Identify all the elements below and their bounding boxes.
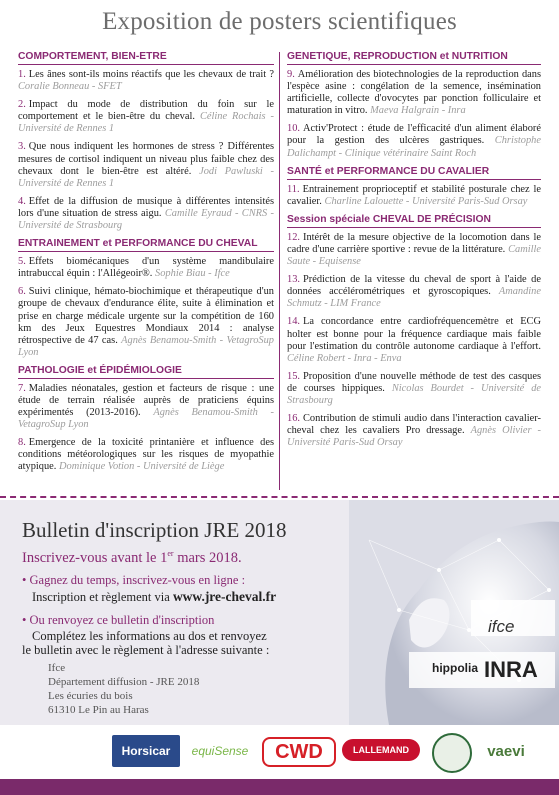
poster-title: La concordance entre cardiofréquencemètre et ECG holter est bonne pour la fréquence cardiaque mais faible pour l'estimation du contrôle autonome cardiaque à l'effort.: [287, 316, 541, 352]
left-column: [18, 48, 274, 480]
mail-heading: • Ou renvoyez ce bulletin d'inscription: [22, 613, 215, 627]
poster-authors: Camille Saute - Equisense: [287, 243, 541, 268]
column-divider: [279, 52, 280, 490]
poster-authors: Jodi Pawluski - Université de Rennes 1: [18, 165, 274, 189]
poster-number: 9.: [287, 69, 295, 80]
poster-title: Maladies néonatales, gestion et facteurs de risque : une étude de terrain réalisée auprès de praticiens équins expérimentés (2013-2016).: [18, 382, 274, 419]
poster-title: Impact du mode de distribution du foin sur le comportement et le bien-être du cheval.: [18, 99, 274, 123]
poster-title: Amélioration des biotechnologies de la reproduction dans l'espèce asine : congélation de la semence, insémination artificielle, collecte d'ovocytes par ponction folliculaire et maturation in vitro.: [287, 69, 541, 117]
seal-logo: [432, 733, 472, 773]
bulletin-title: Bulletin d'inscription JRE 2018: [22, 518, 287, 542]
website-link[interactable]: www.jre-cheval.fr: [172, 589, 277, 604]
poster-item: [18, 99, 274, 135]
poster-item: [287, 123, 541, 159]
deadline-text: Inscrivez-vous avant le 1: [22, 549, 168, 566]
poster-item: [287, 316, 541, 364]
poster-number: 15.: [287, 370, 300, 382]
poster-item: [287, 232, 541, 268]
poster-title: Activ'Protect : étude de l'efficacité d'un aliment élaboré pour la gestion des ulcères gastriques.: [287, 123, 541, 147]
poster-item: [18, 256, 274, 280]
poster-title: Emergence de la toxicité printanière et influence des conditions météorologiques sur les risques de myopathie atypique.: [18, 437, 274, 473]
poster-authors: Céline Robert - Inra - Enva: [287, 352, 402, 364]
poster-item: [18, 286, 274, 359]
poster-item: [287, 69, 541, 117]
poster-item: [18, 141, 274, 189]
section-title: GENETIQUE, REPRODUCTION et NUTRITION: [287, 51, 541, 65]
poster-number: 14.: [287, 316, 300, 328]
address-line: Département diffusion - JRE 2018: [48, 676, 200, 688]
poster-title: Contribution de stimuli audio dans l'interaction cavalier-cheval chez les cavaliers Pro dressage.: [287, 413, 541, 437]
poster-authors: Agnès Benamou-Smith - VetagroSup Lyon: [18, 407, 274, 431]
poster-number: 16.: [287, 413, 300, 425]
poster-number: 6.: [18, 286, 26, 298]
deadline-text-end: mars 2018.: [173, 549, 242, 566]
poster-number: 1.: [18, 69, 26, 80]
poster-title: Proposition d'une nouvelle méthode de test des casques de courses hippiques.: [287, 370, 541, 394]
vaevi-logo: vaevi: [487, 742, 525, 760]
cwd-logo: CWD: [262, 737, 336, 767]
poster-title: Que nous indiquent les hormones de stress ? Différentes mesures de cortisol indiquent un niveau plus faible chez des chevaux dont le bien-être est altéré.: [18, 141, 274, 177]
poster-authors: Céline Rochais - Université de Rennes 1: [18, 111, 274, 135]
mail-text-2: le bulletin avec le règlement à l'adresse suivante :: [22, 643, 270, 657]
poster-authors: Nicolas Bourdet - Université de Strasbourg: [287, 382, 542, 406]
poster-title: Les ânes sont-ils moins réactifs que les chevaux de trait ?: [28, 69, 274, 80]
section-title: ENTRAINEMENT et PERFORMANCE DU CHEVAL: [18, 238, 274, 252]
address-line: Les écuries du bois: [48, 690, 133, 702]
poster-authors: Charline Lalouette - Université Paris-Sud Orsay: [324, 195, 528, 207]
section-title: SANTÉ et PERFORMANCE DU CAVALIER: [287, 166, 541, 180]
poster-title: Entrainement proprioceptif et stabilité posturale chez le cavalier.: [287, 183, 541, 207]
poster-number: 3.: [18, 141, 26, 153]
poster-authors: Dominique Votion - Université de Liège: [59, 461, 225, 473]
hippolia-logo: hippolia: [432, 661, 478, 675]
poster-number: 2.: [18, 99, 26, 111]
poster-number: 12.: [287, 231, 300, 243]
online-text: Inscription et règlement via: [32, 590, 173, 604]
poster-item: [18, 196, 274, 232]
poster-item: [18, 383, 274, 431]
poster-title: Intérêt de la mesure objective de la locomotion dans le cadre d'une carrière sportive : revue de la littérature.: [287, 231, 541, 255]
poster-title: Prédiction de la vitesse du cheval de sport à l'aide de données accélérométriques et gyroscopiques.: [287, 274, 541, 298]
poster-authors: Maeva Halgrain - Inra: [370, 105, 466, 117]
poster-number: 5.: [18, 256, 26, 268]
poster-item: [287, 274, 541, 310]
mail-text-1: Complétez les informations au dos et renvoyez: [32, 629, 267, 643]
poster-item: [287, 184, 541, 208]
poster-authors: Coralie Bonneau - SFET: [18, 81, 122, 93]
page-title: Exposition de posters scientifiques: [102, 8, 457, 35]
poster-authors: Agnès Benamou-Smith - VetagroSup Lyon: [18, 334, 274, 358]
ifce-logo-text: ifce: [488, 617, 515, 636]
section-title: PATHOLOGIE et ÉPIDÉMIOLOGIE: [18, 365, 274, 379]
poster-number: 11.: [287, 183, 300, 195]
horsicar-logo: Horsicar: [112, 735, 180, 767]
equisense-logo: equiSense: [191, 744, 249, 758]
section-title: Session spéciale CHEVAL DE PRÉCISION: [287, 214, 541, 228]
address-line: 61310 Le Pin au Haras: [48, 704, 149, 716]
poster-title: Effet de la diffusion de musique à différentes intensités lors d'une situation de stress aigu.: [18, 195, 274, 219]
poster-number: 10.: [287, 123, 300, 135]
online-heading: • Gagnez du temps, inscrivez-vous en ligne :: [22, 573, 246, 587]
poster-title: Suivi clinique, hémato-biochimique et thérapeutique d'un groupe de chevaux d'endurance élite, suite à élimination et prise en charge médicale urgente sur la compétition de 160 km des Jeux Equestres Mondiaux 2014 : analyse rétrospective de 47 cas.: [18, 286, 274, 346]
right-column: [287, 48, 541, 455]
address-line: Ifce: [48, 662, 66, 674]
bulletin-deadline: [22, 549, 242, 567]
ifce-logo: [488, 617, 548, 659]
poster-authors: Agnès Olivier - Université Paris-Sud Orsay: [287, 425, 541, 449]
poster-item: [287, 413, 541, 449]
cut-line: [0, 496, 559, 498]
bottom-bar: [0, 779, 559, 795]
poster-number: 8.: [18, 437, 26, 449]
poster-item: [18, 69, 274, 93]
horse-image: [349, 500, 559, 725]
inra-logo: INRA: [484, 657, 538, 682]
poster-authors: Amandine Schmutz - LIM France: [287, 286, 541, 310]
poster-title: Effets biomécaniques d'un système mandibulaire intrabuccal équin : l'Allégeoir®.: [18, 256, 274, 280]
poster-number: 13.: [287, 274, 300, 286]
lallemand-logo: LALLEMAND: [342, 739, 420, 761]
sponsor-logos: [0, 727, 559, 779]
poster-authors: Sophie Biau - Ifce: [155, 268, 230, 280]
poster-item: [18, 437, 274, 473]
poster-number: 4.: [18, 195, 26, 207]
poster-authors: Camille Eyraud - CNRS - Université de Strasbourg: [18, 207, 274, 232]
online-line: [32, 589, 276, 605]
section-title: COMPORTEMENT, BIEN-ETRE: [18, 51, 274, 65]
poster-item: [287, 371, 541, 407]
poster-authors: Christophe Dalichampt - Clinique vétérinaire Saint Roch: [287, 135, 541, 159]
deadline-sup: er: [167, 549, 174, 558]
poster-number: 7.: [18, 382, 26, 394]
